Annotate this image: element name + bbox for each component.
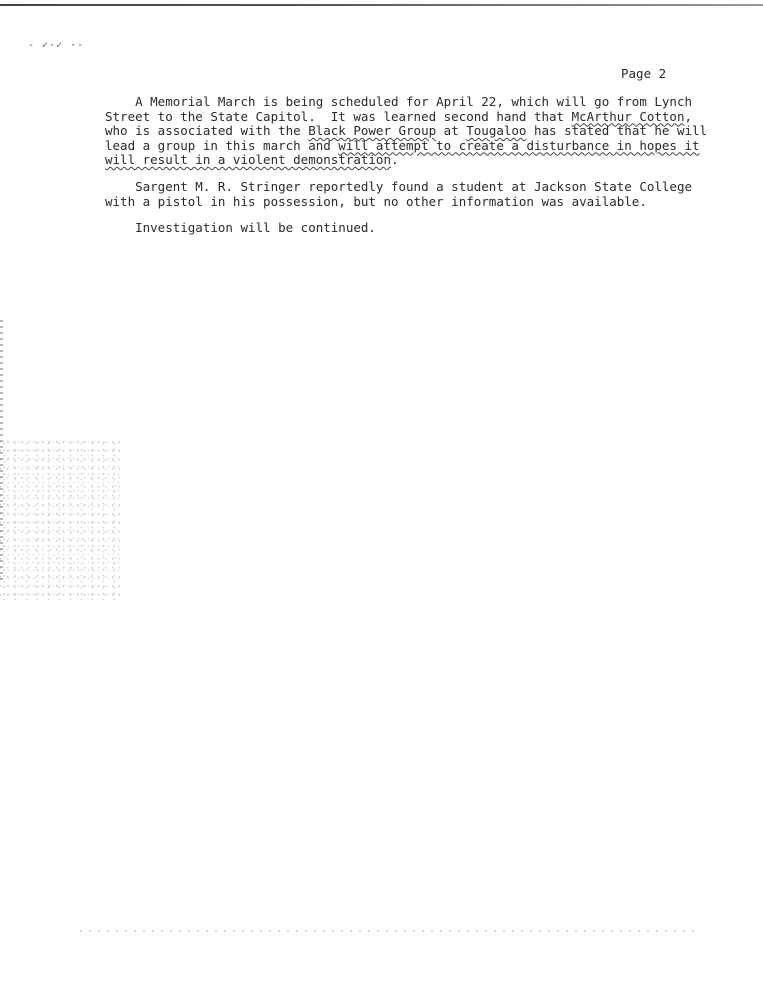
- paragraph-line: [105, 94, 692, 110]
- scan-footer-noise: [80, 930, 700, 932]
- underlined-place: Tougaloo: [466, 123, 527, 138]
- paragraph-line: [105, 137, 700, 154]
- text-segment: at: [436, 123, 467, 138]
- paragraph-investigation: [105, 221, 685, 236]
- underlined-group: Black Power Group: [308, 123, 437, 138]
- paragraph-line: [105, 153, 685, 168]
- page-number: Page 2: [621, 66, 667, 81]
- paragraph-memorial-march: [105, 94, 708, 168]
- paragraph-line: [105, 108, 693, 125]
- underlined-name: McArthur Cotton: [571, 108, 685, 124]
- scan-speckle: [0, 440, 120, 600]
- paragraph-line: Sargent M. R. Stringer reportedly found a student at Jackson State College: [105, 179, 692, 194]
- text-segment: who is associated with the: [105, 123, 309, 138]
- paragraph-line: [105, 123, 708, 139]
- underlined-phrase: will attempt to create a disturbance in hopes it: [338, 137, 700, 153]
- paragraph-line: Investigation will be continued.: [105, 220, 376, 235]
- text-segment: .: [390, 152, 399, 167]
- text-segment: lead a group in this march and: [105, 137, 339, 153]
- paragraph-stringer-report: [105, 179, 692, 209]
- paragraph-line: with a pistol in his possession, but no other information was available.: [105, 193, 647, 209]
- text-segment: A Memorial March is being scheduled for April 22, which will go from Lynch: [105, 94, 692, 109]
- text-segment: Street to the State Capitol. It was learned second hand that: [105, 108, 572, 124]
- scan-handwritten-mark: - ✓·✓ ·-: [28, 40, 85, 51]
- text-segment: has stated that he will: [526, 123, 708, 138]
- text-segment: ,: [684, 108, 693, 124]
- scan-top-border: [0, 4, 763, 6]
- underlined-phrase: will result in a violent demonstration: [105, 152, 391, 167]
